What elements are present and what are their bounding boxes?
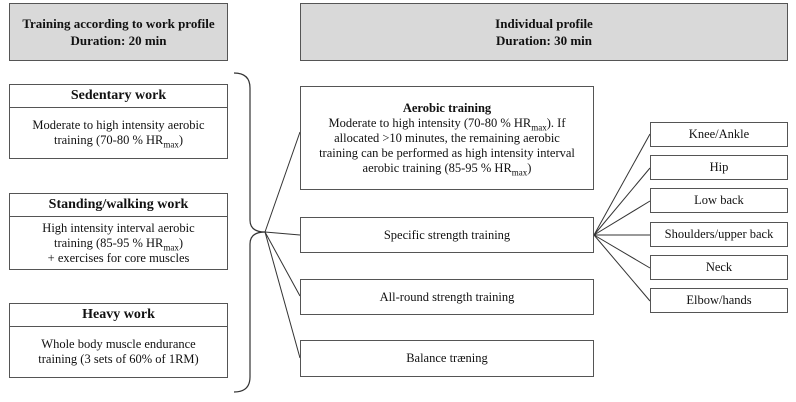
standing-desc-line3: + exercises for core muscles [47, 250, 190, 265]
connector-allround [265, 232, 300, 296]
body-part-shoulders [650, 222, 788, 247]
body-part-hip [650, 155, 788, 180]
sedentary-title: Sedentary work [70, 88, 167, 103]
left-header-title: Training according to work profile [22, 16, 215, 31]
connector-hip [594, 168, 650, 235]
right-header-title: Individual profile [495, 16, 593, 31]
allround-strength-label: All-round strength training [379, 289, 515, 304]
connector-neck [594, 235, 650, 268]
connector-aerobic [265, 132, 300, 232]
connector-balance [265, 232, 300, 358]
aerobic-line4: aerobic training (85-95 % $HR_{max}$) [362, 160, 532, 177]
standing-desc-line1: High intensity interval aerobic [42, 220, 195, 235]
connector-knee [594, 134, 650, 235]
sedentary-desc-line2: training (70-80 % $HR_{max}$) [53, 133, 184, 150]
specific-strength-box [300, 217, 594, 253]
body-part-label: Shoulders/upper back [664, 227, 774, 241]
body-part-knee-ankle [650, 122, 788, 147]
body-part-neck [650, 255, 788, 280]
brace [234, 73, 265, 392]
heavy-title-box [9, 303, 228, 327]
body-part-label: Neck [705, 260, 733, 274]
sedentary-desc-line1: Moderate to high intensity aerobic [32, 118, 205, 132]
heavy-title: Heavy work [82, 307, 155, 322]
aerobic-training-box [300, 86, 594, 190]
aerobic-title: Aerobic training [402, 100, 492, 115]
left-header-duration: Duration: 20 min [70, 33, 167, 48]
balance-label: Balance træning [406, 351, 488, 365]
standing-title: Standing/walking work [48, 197, 189, 212]
aerobic-line1: Moderate to high intensity (70-80 % $HR_{max}$). If [328, 115, 566, 132]
body-part-label: Low back [694, 193, 744, 207]
body-part-elbow-hands [650, 288, 788, 313]
sedentary-title-box [9, 84, 228, 108]
standing-desc-line2: training (85-95 % $HR_{max}$) [53, 235, 184, 252]
standing-title-box [9, 193, 228, 217]
body-part-low-back [650, 188, 788, 213]
aerobic-line2: allocated >10 minutes, the remaining aerobic [334, 130, 560, 145]
heavy-desc-box [9, 326, 228, 378]
heavy-desc-line2: training (3 sets of 60% of 1RM) [38, 352, 199, 366]
standing-desc-box [9, 216, 228, 270]
balance-box [300, 340, 594, 377]
left-header [9, 3, 228, 61]
body-part-label: Knee/Ankle [688, 127, 750, 141]
sedentary-desc-box [9, 107, 228, 159]
connector-specific [265, 232, 300, 235]
specific-strength-label: Specific strength training [383, 227, 511, 242]
body-part-label: Elbow/hands [686, 293, 752, 307]
allround-strength-box [300, 279, 594, 315]
connector-elbow [594, 235, 650, 301]
body-part-label: Hip [709, 160, 729, 174]
aerobic-line3: training can be performed as high intensity interval [319, 145, 575, 160]
connector-lowback [594, 201, 650, 235]
right-header-duration: Duration: 30 min [495, 33, 593, 48]
right-header [300, 3, 788, 61]
heavy-desc-line1: Whole body muscle endurance [41, 337, 196, 351]
